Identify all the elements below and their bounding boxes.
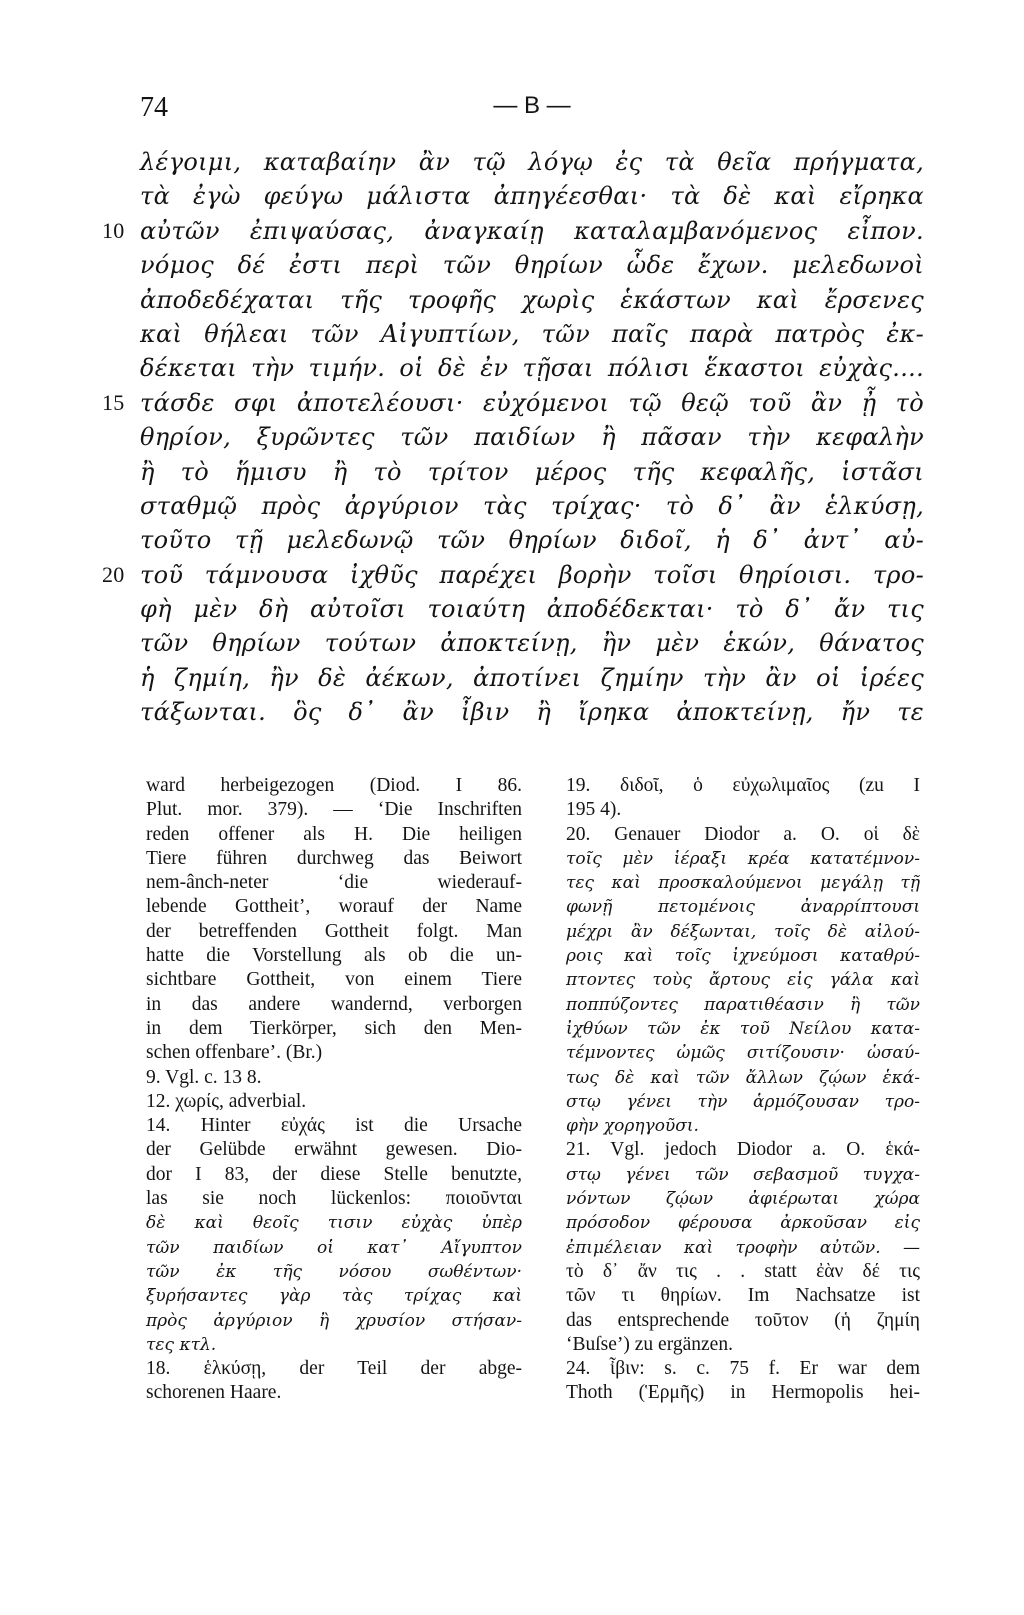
line-text: δέκεται τὴν τιμήν. οἱ δὲ ἐν τῇσαι πόλισι ἕκαστοι εὐχὰς.... [140, 354, 924, 383]
commentary-left-column [146, 774, 522, 1406]
note-line: 19. διδοῖ, ὁ εὐχωλιμαῖος (zu I [566, 775, 920, 796]
note-line: τῶν τι θηρίων. Im Nachsatze ist [566, 1285, 920, 1307]
page-number: 74 [140, 92, 168, 123]
line-text: τοῦτο τῇ μελεδωνῷ τῶν θηρίων διδοῖ, ἡ δ᾽ ἀντ᾽ αὐ- [140, 526, 924, 555]
main-text [102, 145, 924, 730]
note-line: schen offenbare’. (Br.) [146, 1042, 323, 1064]
note-line: φωνῇ πετομένοις ἀναρρίπτουσι [566, 897, 920, 918]
note-line: Tiere führen durchweg das Beiwort [146, 847, 522, 869]
signature-mark: — B — [493, 92, 571, 119]
line-number: 20 [102, 561, 125, 587]
note-line: dor I 83, der diese Stelle benutzte, [146, 1163, 522, 1185]
note-line: νόντων ζῴων ἀφιέρωται χώρα [566, 1189, 920, 1210]
note-line: nem-ânch-neter ‘die wiederauf- [146, 872, 522, 894]
note-line: Thoth (Ἑρμῆς) in Hermopolis hei- [566, 1382, 920, 1404]
text-line [102, 214, 924, 248]
text-line [140, 248, 924, 282]
note-line: φὴν χορηγοῦσι. [566, 1116, 699, 1137]
note-line: las sie noch lückenlos: ποιοῦνται [146, 1188, 522, 1210]
note-line: in dem Tierkörper, sich den Men- [146, 1017, 522, 1039]
text-line [140, 283, 924, 317]
text-line [140, 455, 924, 489]
text-line [140, 523, 924, 557]
page-header [140, 92, 924, 128]
text-line [140, 592, 924, 626]
note-line: πρὸς ἀργύριον ἢ χρυσίον στήσαν- [146, 1310, 522, 1331]
note-line: der betreffenden Gottheit folgt. Man [146, 920, 522, 942]
note-line: das entsprechende τοῦτον (ἡ ζημίη [566, 1309, 920, 1331]
note-line: 18. ἑλκύσῃ, der Teil der abge- [146, 1358, 522, 1380]
note-line: τὸ δ᾽ ἄν τις . . statt ἐὰν δέ τις [566, 1260, 920, 1282]
line-text: τάσδε σφι ἀποτελέουσι· εὐχόμενοι τῷ θεῷ τοῦ ἂν ᾖ τὸ [140, 388, 924, 417]
line-text: νόμος δέ ἐστι περὶ τῶν θηρίων ὧδε ἔχων. μελεδωνοὶ [140, 251, 924, 280]
text-line [140, 317, 924, 351]
note-line: τοῖς μὲν ἱέραξι κρέα κατατέμνον- [566, 848, 920, 869]
note-line: ροις καὶ τοῖς ἰχνεύμοσι καταθρύ- [566, 946, 920, 967]
note-line: 24. ἶβιν: s. c. 75 f. Er war dem [566, 1358, 920, 1380]
note-line: Plut. mor. 379). — ‘Die Inschriften [146, 799, 522, 821]
line-text: τάξωνται. ὃς δ᾽ ἂν ἶβιν ἢ ἴρηκα ἀποκτείνῃ, ἤν τε [140, 698, 924, 727]
text-line [102, 386, 924, 420]
line-text: καὶ θήλεαι τῶν Αἰγυπτίων, τῶν παῖς παρὰ πατρὸς ἐκ- [140, 319, 924, 348]
line-number: 15 [102, 389, 125, 415]
note-line: μέχρι ἂν δέξωνται, τοῖς δὲ αἰλού- [566, 921, 920, 942]
note-line: τῶν ἐκ τῆς νόσου σωθέντων· [146, 1261, 522, 1282]
line-text: τὰ ἐγὼ φεύγω μάλιστα ἀπηγέεσθαι· τὰ δὲ καὶ εἴρηκα [140, 182, 924, 211]
line-text: ἡ ζημίη, ἢν δὲ ἀέκων, ἀποτίνει ζημίην τὴν ἂν οἱ ἱρέες [140, 663, 924, 692]
line-text: τῶν θηρίων τούτων ἀποκτείνῃ, ἢν μὲν ἑκών, θάνατος [140, 629, 924, 658]
note-line: 20. Genauer Diodor a. O. οἱ δὲ [566, 823, 920, 845]
note-line: 21. Vgl. jedoch Diodor a. O. ἑκά- [566, 1139, 920, 1161]
text-line [140, 351, 924, 385]
note-line: στῳ γένει τῶν σεβασμοῦ τυγχα- [566, 1164, 920, 1185]
line-text: ἢ τὸ ἥμισυ ἢ τὸ τρίτον μέρος τῆς κεφαλῆς, ἱστᾶσι [140, 457, 924, 486]
note-line: in das andere wandernd, verborgen [146, 993, 522, 1015]
line-text: θηρίον, ξυρῶντες τῶν παιδίων ἢ πᾶσαν τὴν κεφαλὴν [140, 423, 924, 452]
note-line: ἰχθύων τῶν ἐκ τοῦ Νείλου κατα- [566, 1018, 920, 1039]
note-line: ward herbeigezogen (Diod. I 86. [146, 775, 522, 796]
text-line [140, 420, 924, 454]
note-line: πτοντες τοὺς ἄρτους εἰς γάλα καὶ [566, 970, 920, 991]
line-text: τοῦ τάμνουσα ἰχθῦς παρέχει βορὴν τοῖσι θηρίοισι. τρο- [140, 560, 924, 589]
line-text: φὴ μὲν δὴ αὐτοῖσι τοιαύτη ἀποδέδεκται· τὸ δ᾽ ἄν τις [140, 595, 924, 624]
note-line: τέμνοντες ὠμῶς σιτίζουσιν· ὡσαύ- [566, 1043, 920, 1064]
note-line: ἐπιμέλειαν καὶ τροφὴν αὐτῶν. — [566, 1237, 920, 1258]
text-line [140, 661, 924, 695]
line-number: 10 [102, 217, 125, 243]
note-line: reden offener als H. Die heiligen [146, 823, 522, 845]
line-text: αὐτῶν ἐπιψαύσας, ἀναγκαίῃ καταλαμβανόμενος εἶπον. [140, 216, 924, 245]
note-line: 12. χωρίς, adverbial. [146, 1090, 307, 1112]
note-line: τῶν παιδίων οἱ κατ᾽ Αἴγυπτον [146, 1237, 522, 1258]
line-text: ἀποδεδέχαται τῆς τροφῆς χωρὶς ἑκάστων καὶ ἔρσενες [140, 285, 924, 314]
text-line [140, 695, 924, 729]
note-line: τως δὲ καὶ τῶν ἄλλων ζῴων ἑκά- [566, 1067, 920, 1088]
note-line: τες κτλ. [146, 1334, 217, 1355]
note-line: sichtbare Gottheit, von einem Tiere [146, 969, 522, 991]
note-line: 14. Hinter εὐχάς ist die Ursache [146, 1115, 522, 1137]
note-line: der Gelübde erwähnt gewesen. Dio- [146, 1139, 522, 1161]
note-line: schorenen Haare. [146, 1382, 282, 1404]
note-line: 195 4). [566, 799, 622, 821]
note-line: τες καὶ προσκαλούμενοι μεγάλῃ τῇ [566, 873, 920, 894]
text-line [140, 626, 924, 660]
text-line [140, 179, 924, 213]
text-line [140, 489, 924, 523]
note-line: ποππύζοντες παρατιθέασιν ἢ τῶν [566, 994, 920, 1015]
note-line: 9. Vgl. c. 13 8. [146, 1066, 262, 1088]
line-text: σταθμῷ πρὸς ἀργύριον τὰς τρίχας· τὸ δ᾽ ἂν ἑλκύσῃ, [140, 491, 924, 520]
note-line: ξυρήσαντες γὰρ τὰς τρίχας καὶ [146, 1286, 522, 1307]
commentary-right-column [566, 774, 920, 1406]
text-line [102, 558, 924, 592]
text-line [140, 145, 924, 179]
note-line: στῳ γένει τὴν ἁρμόζουσαν τρο- [566, 1091, 920, 1112]
note-line: ‘Buſse’) zu ergänzen. [566, 1333, 733, 1355]
note-line: hatte die Vorstellung als ob die un- [146, 945, 522, 967]
line-text: λέγοιμι, καταβαίην ἂν τῷ λόγῳ ἐς τὰ θεῖα πρήγματα, [140, 148, 924, 176]
note-line: πρόσοδον φέρουσα ἀρκοῦσαν εἰς [566, 1213, 920, 1234]
note-line: δὲ καὶ θεοῖς τισιν εὐχὰς ὑπὲρ [146, 1213, 522, 1234]
note-line: lebende Gottheit’, worauf der Name [146, 896, 522, 918]
